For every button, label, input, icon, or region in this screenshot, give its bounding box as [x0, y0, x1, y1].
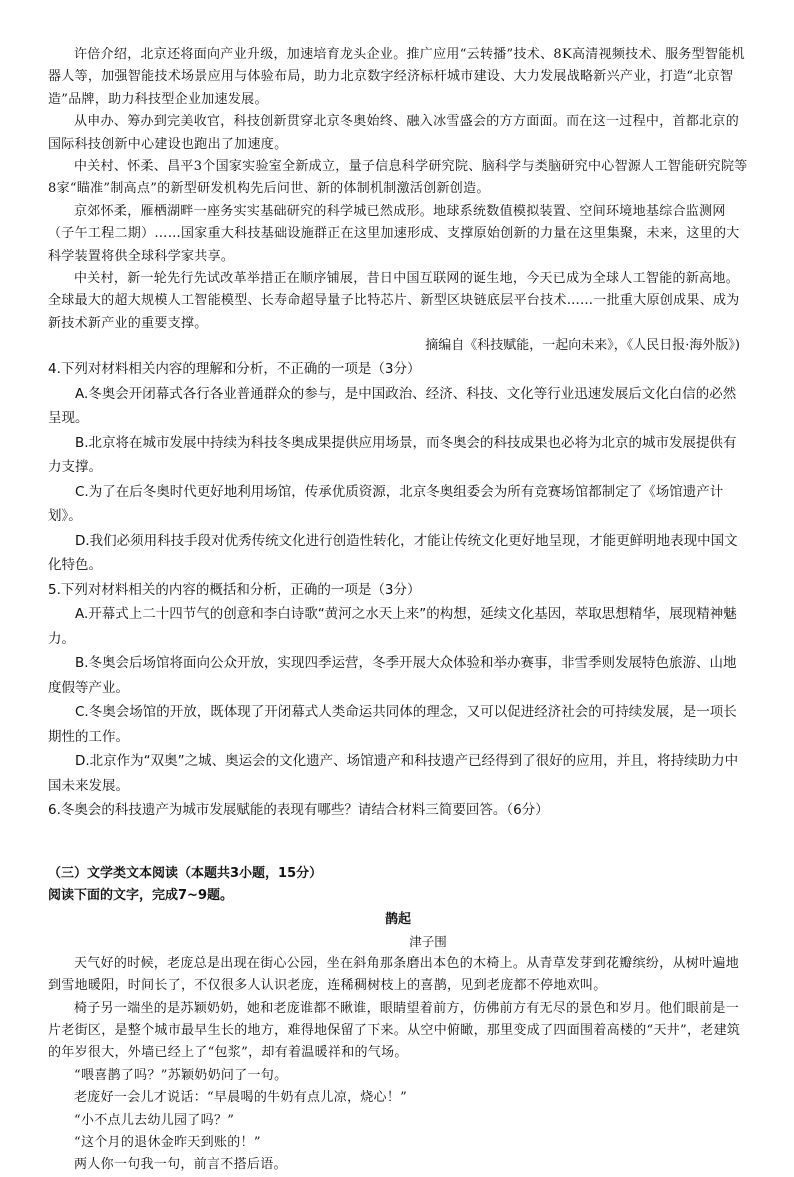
question-5-stem: 5.下列对材料相关的内容的概括和分析，正确的一项是（3分） [48, 581, 421, 598]
question-5-option-d: D.北京作为“双奥”之城、奥运会的文化遗产、场馆遗产和科技遗产已经得到了很好的应用，并且，将持续助力中国未来发展。 [48, 753, 739, 794]
question-4-stem: 4.下列对材料相关内容的理解和分析，不正确的一项是（3分） [48, 361, 421, 378]
question-4-option-d: D.我们必须用科技手段对优秀传统文化进行创造性转化，才能让传统文化更好地呈现，才能更鲜明地表现中国文化特色。 [48, 532, 738, 574]
material-paragraph: 京郊怀柔，雁栖湖畔一座务实实基础研究的科学城已然成形。地球系统数值模拟装置、空间环境地基综合监测网（子午工程二期）……国家重大科技基础设施群正在这里加速形成、支撑原始创新的力量在这里集聚，未来，这里的大科学装置将供全球科学家共享。 [48, 203, 740, 264]
story-paragraph: 老庞好一会儿才说话：“早晨喝的牛奶有点儿凉，烧心！” [74, 1090, 408, 1106]
story-paragraph: “这个月的退休金昨天到账的！” [74, 1135, 261, 1151]
material-paragraph: 中关村，新一轮先行先试改革举措正在顺序铺展，昔日中国互联网的诞生地，今天已成为全球人工智能的新高地。全球最大的超大规模人工智能模型、长寿命超导量子比特芯片、新型区块链底层平台技术……一批重大原创成果、成为新技术新产业的重要支撑。 [48, 271, 740, 331]
material-paragraph: 从申办、筹办到完美收官，科技创新贯穿北京冬奥始终、融入冰雪盛会的方方面面。而在这一过程中，首都北京的国际科技创新中心建设也跑出了加速度。 [48, 114, 740, 152]
story-author: 津子围 [409, 933, 447, 949]
question-4-option-a: A.冬奥会开闭幕式各行各业普通群众的参与，是中国政治、经济、科技、文化等行业迅速发展后文化白信的必然呈现。 [48, 385, 737, 427]
material-paragraph: 许倍介绍，北京还将面向产业升级，加速培育龙头企业。推广应用“云转播”技术、8K高清视频技术、服务型智能机器人等，加强智能技术场景应用与体验布局，助力北京数字经济标杆城市建设、大力发展战略新兴产业，打造“北京智造”品牌，助力科技型企业加速发展。 [48, 47, 745, 107]
question-6-stem: 6.冬奥会的科技遗产为城市发展赋能的表现有哪些？请结合材料三简要回答。（6分） [48, 802, 549, 819]
story-paragraph: 椅子另一端坐的是苏颖奶奶，她和老庞谁都不瞅谁，眼睛望着前方，仿佛前方有无尽的景色和岁月。他们眼前是一片老街区，是整个城市最早生长的地方，难得地保留了下来。从空中俯瞰，那里变成了四面围着高楼的“天井”，老建筑的年岁很大，外墙已经上了“包浆”，却有着温暖祥和的气场。 [48, 1000, 741, 1061]
story-paragraph: “小不点儿去幼儿园了吗？” [74, 1112, 235, 1128]
story-paragraph: 两人你一句我一句，前言不搭后语。 [74, 1157, 287, 1173]
section-heading: （三）文学类文本阅读（本题共3小题，15分） [48, 865, 323, 881]
question-4-option-c: C.为了在后冬奥时代更好地利用场馆，传承优质资源，北京冬奥组委会为所有竞赛场馆都制定了《场馆遗产计划》。 [48, 483, 724, 525]
question-5-option-a: A.开幕式上二十四节气的创意和李白诗歌“黄河之水天上来”的构想，延续文化基因，萃取思想精华，展现精神魅力。 [48, 606, 737, 647]
story-paragraph: 天气好的时候，老庞总是出现在街心公园，坐在斜角那条磨出本色的木椅上。从青草发芽到花瓣缤纷，从树叶遍地到雪地暖阳，时间长了，不仅很多人认识老庞，连稀稠树枝上的喜鹊，见到老庞都不停地欢叫。 [48, 955, 740, 994]
question-4-option-b: B.北京将在城市发展中持续为科技冬奥成果提供应用场景，而冬奥会的科技成果也必将为北京的城市发展提供有力支撑。 [48, 434, 737, 476]
question-5-option-b: B.冬奥会后场馆将面向公众开放，实现四季运营，冬季开展大众体验和举办赛事，非雪季则发展特色旅游、山地度假等产业。 [48, 655, 737, 696]
material-paragraph: 中关村、怀柔、昌平3个国家实验室全新成立，量子信息科学研究院、脑科学与类脑研究中心智源人工智能研究院等8家“瞄准”制高点”的新型研发机构先后问世、新的体制机制激活创新创造。 [48, 159, 748, 197]
section-instruction: 阅读下面的文字，完成7~9题。 [48, 887, 233, 903]
material-source: 摘编自《科技赋能，一起向未来》，《人民日报·海外版》) [425, 338, 740, 354]
exam-page [48, 44, 748, 1177]
question-5-option-c: C.冬奥会场馆的开放，既体现了开闭幕式人类命运共同体的理念，又可以促进经济社会的可持续发展，是一项长期性的工作。 [48, 704, 737, 745]
story-paragraph: “喂喜鹊了吗？”苏颖奶奶问了一句。 [74, 1067, 288, 1083]
story-title: 鹊起 [384, 911, 411, 927]
section-spacer [48, 823, 748, 863]
